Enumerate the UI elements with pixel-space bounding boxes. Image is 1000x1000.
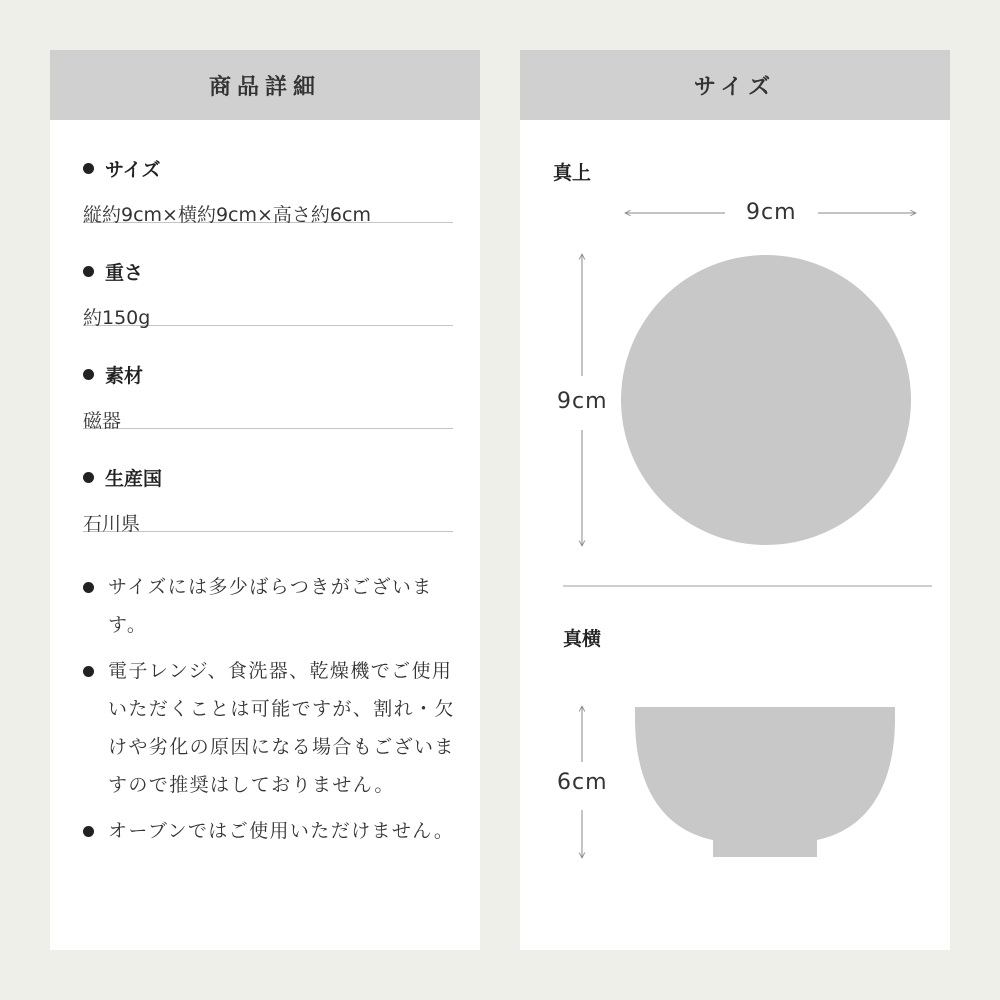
spec-label-material: 素材 [105, 365, 144, 387]
side-height-label: 6cm [557, 770, 608, 795]
spec-value-size: 縦約9cm×横約9cm×高さ約6cm [83, 204, 371, 226]
spec-label-weight: 重さ [105, 262, 144, 284]
bowl-top-view [621, 255, 911, 545]
spec-weight [83, 223, 453, 329]
bullet-icon [83, 472, 94, 483]
top-view-label: 真上 [553, 162, 592, 184]
product-details-panel [50, 50, 480, 950]
spec-size [83, 120, 453, 226]
note-item: 電子レンジ、食洗器、乾燥機でご使用いただくことは可能ですが、割れ・欠けや劣化の原因になる場合もございますので推奨はしておりません。 [83, 652, 463, 804]
bullet-icon [83, 666, 94, 677]
top-height-label: 9cm [557, 389, 608, 414]
bullet-icon [83, 369, 94, 380]
size-panel [520, 50, 950, 950]
spec-origin [83, 429, 453, 535]
size-title: サイズ [520, 50, 950, 120]
bullet-icon [83, 163, 94, 174]
spec-label-origin: 生産国 [105, 468, 163, 490]
spec-value-origin: 石川県 [83, 513, 141, 535]
bowl-side-view [635, 707, 895, 857]
notes-list [83, 568, 463, 858]
product-details-title: 商品詳細 [50, 50, 480, 120]
spec-material [83, 326, 453, 432]
spec-list [83, 120, 453, 535]
bullet-icon [83, 266, 94, 277]
side-view-label: 真横 [563, 628, 602, 650]
spec-label-size: サイズ [105, 159, 161, 181]
note-item: サイズには多少ばらつきがございます。 [83, 568, 463, 644]
size-diagram [520, 50, 950, 950]
bullet-icon [83, 826, 94, 837]
top-width-label: 9cm [746, 200, 797, 225]
spec-value-weight: 約150g [83, 307, 151, 329]
spec-value-material: 磁器 [83, 410, 122, 432]
bullet-icon [83, 582, 94, 593]
note-item: オーブンではご使用いただけません。 [83, 812, 463, 850]
